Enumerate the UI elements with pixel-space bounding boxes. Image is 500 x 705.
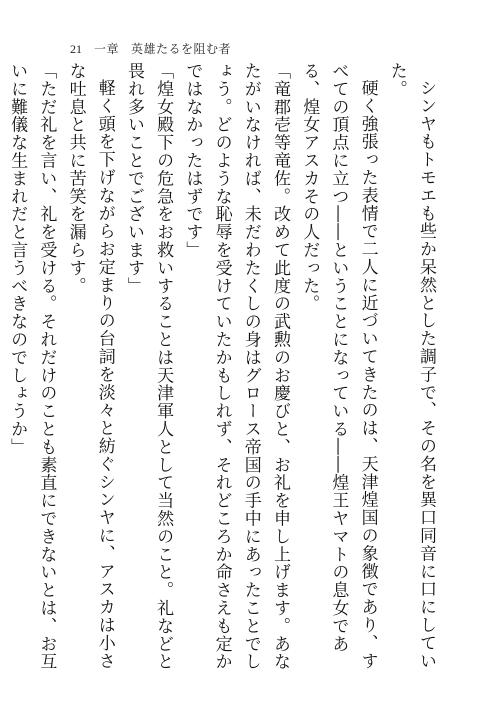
paragraph-2: 硬く強張った表情で二人に近づいてきたのは、天津煌国の象徴であり、すべての頂点に立つ――ということになっている――煌王ヤマトの息女である、煌女アスカその人だった。 (299, 62, 378, 670)
paragraph-3: 「竜郡壱等竜佐。改めて此度の武勲のお慶びと、お礼を申し上げます。あなたがいなければ、未だわたくしの身はグロース帝国の手中にあったことでしょう。どのような恥辱を受けていたかもしれず、それどころか命さえも定かではなかったはずです」 (182, 62, 290, 671)
page-number: 21 (70, 42, 82, 56)
paragraph-7 (0, 62, 2, 672)
chapter-title: 英雄たるを阻む者 (131, 42, 232, 56)
vertical-body-text (7, 62, 440, 672)
running-header (70, 40, 231, 57)
chapter-label: 一章 (94, 42, 120, 56)
paragraph-6: 「ただ礼を言い、礼を受ける。それだけのことも素直にできないとは、お互いに難儀な生まれだと言うべきなのでしょうか」 (7, 62, 57, 671)
paragraph-1: シンヤもトモエも些か呆然とした調子で、その名を異口同音に口にしていた。 (386, 62, 436, 670)
paragraph-4: 「煌女殿下の危急をお救いすることは天津軍人として当然のこと。礼などと畏れ多いことでございます」 (123, 62, 174, 671)
paragraph-5: 軽く頭を下げながらお定まりの台詞を淡々と紡ぐシンヤに、アスカは小さな吐息と共に苦笑を漏らす。 (65, 62, 115, 670)
